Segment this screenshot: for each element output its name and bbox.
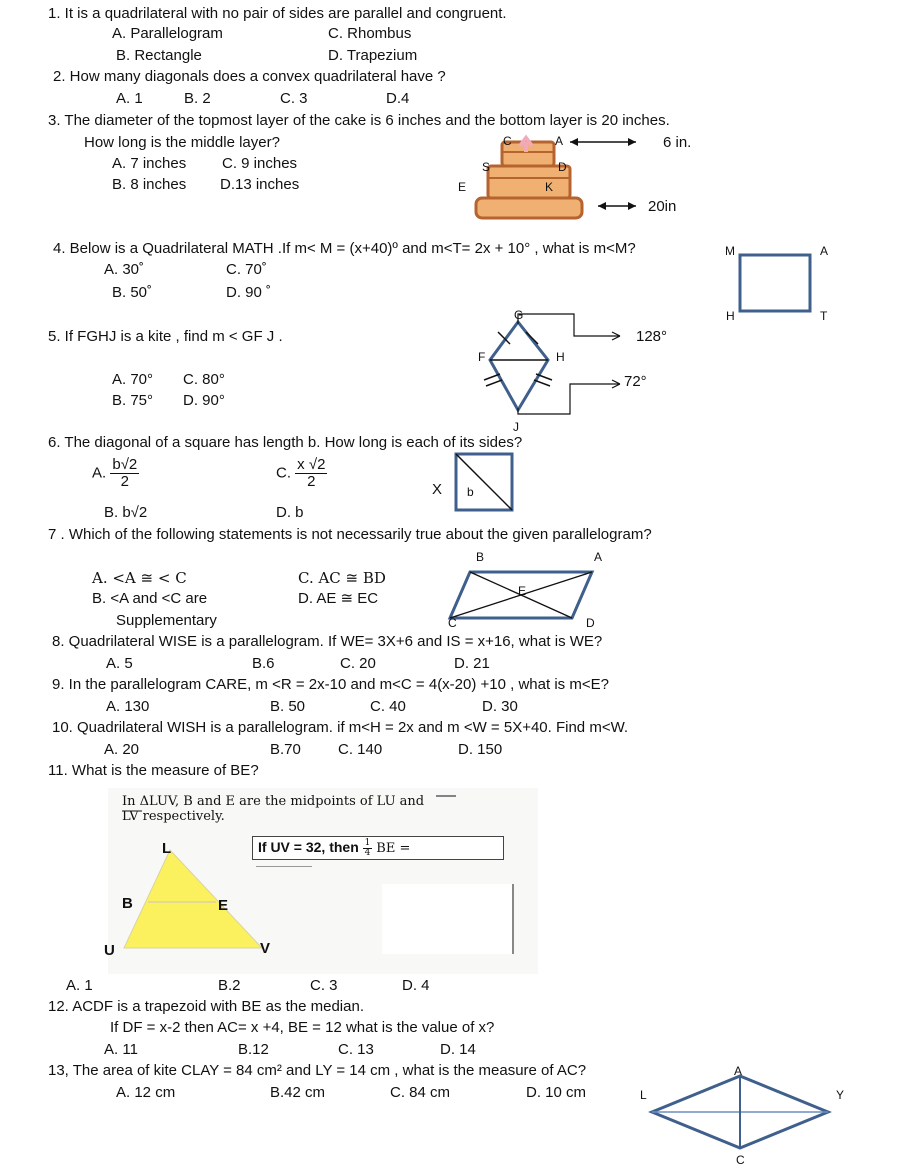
q11-figure-text-1: In ΔLUV, B and E are the midpoints of LU and (122, 794, 425, 809)
math-point-m: M (725, 244, 735, 258)
q2-option-d[interactable]: D.4 (386, 90, 410, 107)
q11-option-c[interactable]: C. 3 (310, 977, 338, 994)
q12-option-d[interactable]: D. 14 (440, 1041, 476, 1058)
q7-option-c[interactable]: C. AC ≅ BD (298, 569, 386, 587)
q6-option-d[interactable]: D. b (276, 504, 304, 521)
pgram-point-a: A (594, 550, 603, 564)
q9-option-a[interactable]: A. 130 (106, 698, 150, 715)
cake-point-a: A (555, 134, 564, 148)
q12-subquestion: If DF = x-2 then AC= x +4, BE = 12 what is the value of x? (110, 1019, 495, 1036)
cake-top-label: 6 in. (663, 134, 692, 151)
q2-option-c[interactable]: C. 3 (280, 90, 308, 107)
q11-prompt-text: If UV = 32, then $\frac{1}{4}$ BE = (258, 837, 411, 858)
kite-angle-128: 128° (636, 328, 668, 345)
q9-option-b[interactable]: B. 50 (270, 698, 306, 715)
q11-question: 11. What is the measure of BE? (48, 762, 259, 779)
q7-option-b-continued: Supplementary (116, 612, 217, 629)
square-side-x: X (432, 481, 443, 498)
q1-option-c[interactable]: C. Rhombus (328, 25, 412, 42)
math-point-t: T (820, 309, 828, 323)
kite-angle-72: 72° (624, 373, 647, 390)
q3-option-b[interactable]: B. 8 inches (112, 176, 187, 193)
q6-option-c[interactable]: C. $\frac{x √2}{2}$ (276, 456, 326, 490)
triangle-point-b: B (122, 895, 133, 912)
kite-point-f: F (478, 350, 486, 364)
overline-lv (122, 809, 146, 813)
q4-question: 4. Below is a Quadrilateral MATH .If m< M = (x+40)º and m<T= 2x + 10° , what is m<M? (53, 240, 636, 257)
triangle-point-v: V (260, 940, 271, 957)
kite-fghj (490, 322, 548, 410)
q8-question: 8. Quadrilateral WISE is a parallelogram. If WE= 3X+6 and IS = x+16, what is WE? (52, 633, 603, 650)
math-rectangle-figure (730, 245, 820, 325)
q8-option-a[interactable]: A. 5 (106, 655, 133, 672)
square-figure (452, 450, 516, 514)
cake-bottom-layer (476, 198, 582, 218)
kite-point-j: J (513, 420, 519, 434)
q13-option-d[interactable]: D. 10 cm (526, 1084, 587, 1101)
kite-point-g: G (514, 308, 524, 322)
kite-clay-point-c: C (736, 1153, 745, 1167)
q12-option-b[interactable]: B.12 (238, 1041, 269, 1058)
q5-option-a[interactable]: A. 70° (112, 371, 154, 388)
q2-option-a[interactable]: A. 1 (116, 90, 143, 107)
q13-question: 13, The area of kite CLAY = 84 cm² and LY = 14 cm , what is the measure of AC? (48, 1062, 587, 1079)
triangle-point-e: E (218, 897, 229, 914)
pgram-point-c: C (448, 616, 457, 630)
cake-figure (440, 128, 700, 238)
kite-point-h: H (556, 350, 565, 364)
q7-option-b[interactable]: B. <A and <C are (92, 590, 208, 607)
q1-option-b[interactable]: B. Rectangle (116, 47, 202, 64)
q9-question: 9. In the parallelogram CARE, m <R = 2x-10 and m<C = 4(x-20) +10 , what is m<E? (52, 676, 609, 693)
q5-option-c[interactable]: C. 80° (183, 371, 225, 388)
q12-option-c[interactable]: C. 13 (338, 1041, 374, 1058)
q2-question: 2. How many diagonals does a convex quadrilateral have ? (53, 68, 446, 85)
q1-option-d[interactable]: D. Trapezium (328, 47, 418, 64)
kite-clay-point-a: A (734, 1064, 743, 1078)
math-point-a: A (820, 244, 829, 258)
q13-option-c[interactable]: C. 84 cm (390, 1084, 451, 1101)
cake-point-k: K (545, 180, 554, 194)
square-diagonal (456, 454, 512, 510)
angle-128-callout (518, 314, 620, 336)
math-point-h: H (726, 309, 735, 323)
q3-option-d[interactable]: D.13 inches (220, 176, 300, 193)
q11-option-d[interactable]: D. 4 (402, 977, 430, 994)
cake-point-e: E (458, 180, 467, 194)
q12-question: 12. ACDF is a trapezoid with BE as the median. (48, 998, 364, 1015)
overline-lu (434, 794, 464, 798)
q5-question: 5. If FGHJ is a kite , find m < GF J . (48, 328, 283, 345)
q6-option-b[interactable]: B. b√2 (104, 504, 148, 521)
q5-option-d[interactable]: D. 90° (183, 392, 225, 409)
kite-clay-figure (640, 1070, 840, 1160)
q3-option-c[interactable]: C. 9 inches (222, 155, 298, 172)
square-diagonal-b: b (467, 485, 474, 499)
kite-clay-point-l: L (640, 1088, 647, 1102)
q3-subquestion: How long is the middle layer? (84, 134, 280, 151)
pgram-point-d: D (586, 616, 595, 630)
triangle-point-l: L (162, 840, 172, 857)
q8-option-b[interactable]: B.6 (252, 655, 275, 672)
q6-question: 6. The diagonal of a square has length b. How long is each of its sides? (48, 434, 523, 451)
q11-figure-text-2: LV respectively. (122, 809, 225, 824)
q8-option-d[interactable]: D. 21 (454, 655, 490, 672)
angle-72-callout (518, 384, 620, 414)
kite-clay-point-y: Y (836, 1088, 845, 1102)
q10-question: 10. Quadrilateral WISH is a parallelogram. if m<H = 2x and m <W = 5X+40. Find m<W. (52, 719, 629, 736)
q4-option-b[interactable]: B. 50˚ (112, 284, 153, 301)
q4-option-a[interactable]: A. 30˚ (104, 261, 145, 278)
q11-blank-area (382, 884, 514, 954)
q7-option-a[interactable]: A. <A ≅ < C (92, 569, 187, 587)
q3-option-a[interactable]: A. 7 inches (112, 155, 187, 172)
q1-option-a[interactable]: A. Parallelogram (112, 25, 223, 42)
q7-option-d[interactable]: D. AE ≅ EC (298, 590, 379, 607)
cake-point-s: S (482, 160, 491, 174)
q8-option-c[interactable]: C. 20 (340, 655, 376, 672)
q4-option-c[interactable]: C. 70˚ (226, 261, 267, 278)
math-rectangle (740, 255, 810, 311)
q9-option-c[interactable]: C. 40 (370, 698, 406, 715)
cake-bottom-label: 20in (648, 198, 677, 215)
triangle-luv (124, 850, 262, 948)
cake-point-d: D (558, 160, 567, 174)
pgram-point-e: E (518, 584, 527, 598)
q2-option-b[interactable]: B. 2 (184, 90, 211, 107)
q3-question: 3. The diameter of the topmost layer of the cake is 6 inches and the bottom layer is 20 inches. (48, 112, 670, 129)
q6-option-a[interactable]: A. $\frac{b√2}{2}$ (92, 456, 138, 490)
q1-question: 1. It is a quadrilateral with no pair of sides are parallel and congruent. (48, 5, 507, 22)
q7-question: 7 . Which of the following statements is not necessarily true about the given parallelogram? (48, 526, 652, 543)
q10-option-d[interactable]: D. 150 (458, 741, 503, 758)
cake-point-c: C (503, 134, 512, 148)
q4-option-d[interactable]: D. 90 ˚ (226, 284, 272, 301)
q11-option-b[interactable]: B.2 (218, 977, 241, 994)
q13-option-a[interactable]: A. 12 cm (116, 1084, 176, 1101)
q9-option-d[interactable]: D. 30 (482, 698, 518, 715)
q10-option-a[interactable]: A. 20 (104, 741, 140, 758)
q11-option-a[interactable]: A. 1 (66, 977, 93, 994)
q13-option-b[interactable]: B.42 cm (270, 1084, 326, 1101)
pgram-point-b: B (476, 550, 485, 564)
q12-option-a[interactable]: A. 11 (104, 1041, 138, 1058)
q10-option-b[interactable]: B.70 (270, 741, 301, 758)
q5-option-b[interactable]: B. 75° (112, 392, 154, 409)
triangle-point-u: U (104, 942, 115, 959)
q10-option-c[interactable]: C. 140 (338, 741, 383, 758)
triangle-luv-figure (112, 840, 272, 960)
